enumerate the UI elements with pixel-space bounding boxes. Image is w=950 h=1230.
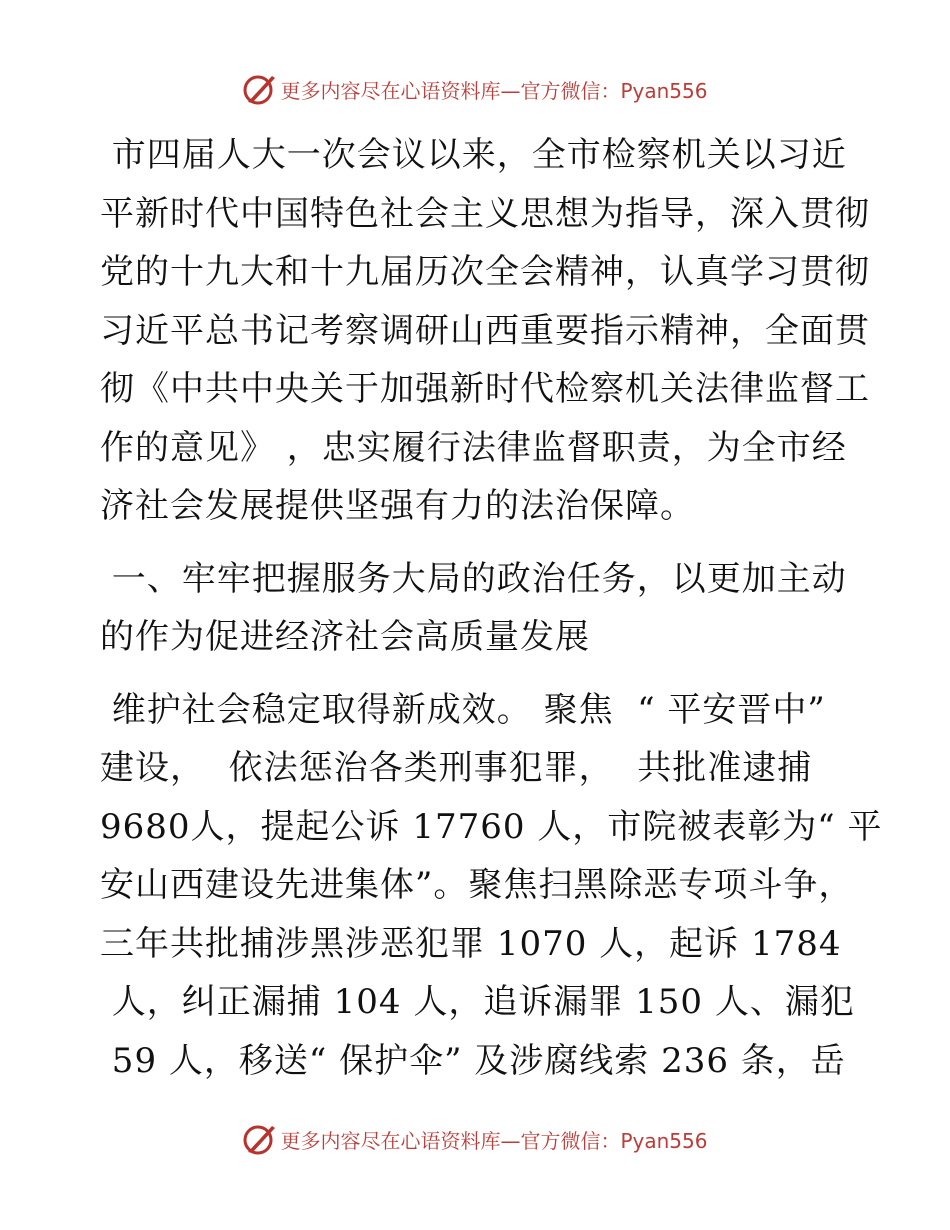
text-line: 济社会发展提供坚强有力的法治保障。 xyxy=(100,486,695,526)
heading-line: 的作为促进经济社会高质量发展 xyxy=(100,617,590,657)
text-line: 9680人，提起公诉 17760 人，市院被表彰为“ 平 xyxy=(100,806,883,847)
watermark-text: 更多内容尽在心语资料库—官方微信：Pyan556 xyxy=(280,78,708,103)
text-line: 市四届人大一次会议以来，全市检察机关以习近 xyxy=(100,135,847,175)
paragraph xyxy=(100,681,883,1091)
text-line: 建设， 依法惩治各类刑事犯罪， 共批准逮捕 xyxy=(100,748,813,788)
header-watermark xyxy=(0,72,950,106)
text-line: 三年共批捕涉黑涉恶犯罪 1070 人，起诉 1784 xyxy=(100,923,842,964)
section-heading xyxy=(100,550,860,667)
footer-watermark xyxy=(0,1122,950,1156)
watermark-text: 更多内容尽在心语资料库—官方微信：Pyan556 xyxy=(280,1128,708,1153)
text-line: 人，纠正漏捕 104 人，追诉漏罪 150 人、漏犯 xyxy=(100,982,855,1022)
text-line: 59 人，移送“ 保护伞” 及涉腐线索 236 条，岳 xyxy=(100,1040,846,1081)
document-body xyxy=(100,126,883,1090)
text-line: 作的意见》 ，忠实履行法律监督职责，为全市经 xyxy=(100,427,847,468)
heading-line: 一、牢牢把握服务大局的政治任务，以更加主动 xyxy=(100,558,847,599)
quill-pen-logo-icon xyxy=(242,1122,278,1156)
text-line: 平新时代中国特色社会主义思想为指导，深入贯彻 xyxy=(100,193,870,234)
text-line: 党的十九大和十九届历次全会精神，认真学习贯彻 xyxy=(100,252,870,292)
text-line: 习近平总书记考察调研山西重要指示精神，全面贯 xyxy=(100,310,870,351)
text-line: 安山西建设先进集体”。聚焦扫黑除恶专项斗争， xyxy=(100,865,854,905)
quill-pen-logo-icon xyxy=(242,72,278,106)
text-line: 维护社会稳定取得新成效。 聚焦 “ 平安晋中” xyxy=(100,689,826,730)
paragraph xyxy=(100,126,870,536)
text-line: 彻《中共中央关于加强新时代检察机关法律监督工 xyxy=(100,369,870,409)
